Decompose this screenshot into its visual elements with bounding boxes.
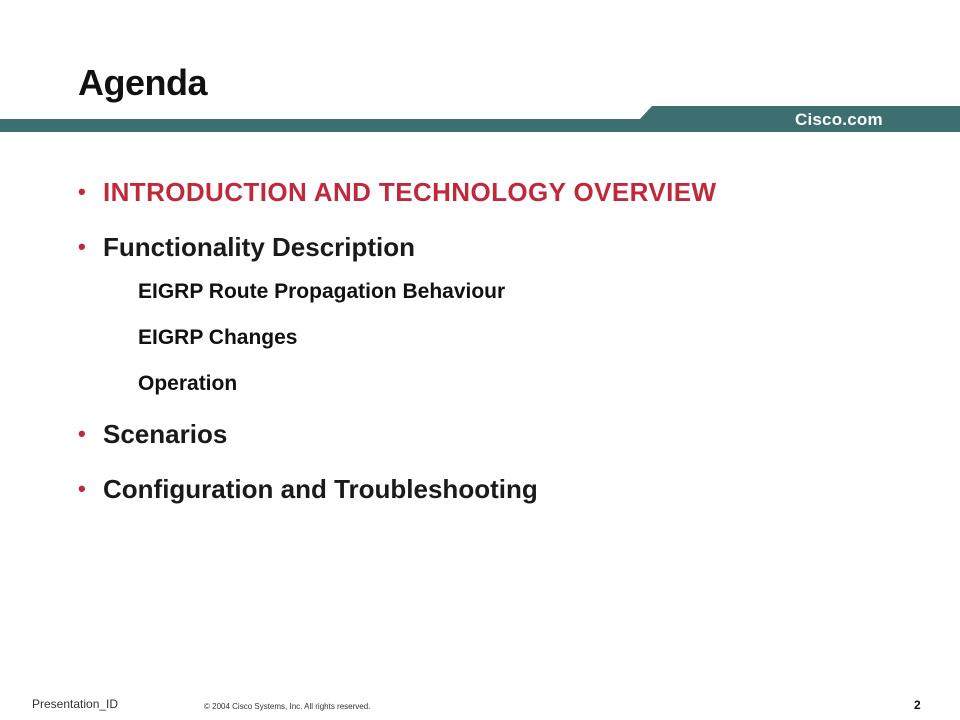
- title-band-thin-bar: [0, 119, 640, 132]
- bullet-icon: •: [78, 234, 86, 259]
- bullet-icon: •: [78, 476, 86, 501]
- agenda-item-introduction: [78, 176, 918, 208]
- agenda-subitem: EIGRP Changes: [138, 326, 298, 349]
- agenda-item-label: INTRODUCTION AND TECHNOLOGY OVERVIEW: [103, 177, 717, 207]
- agenda-subitem: EIGRP Route Propagation Behaviour: [138, 280, 506, 303]
- bullet-icon: •: [78, 179, 87, 204]
- agenda-item-label: Functionality Description: [103, 232, 416, 262]
- agenda-item-label: Scenarios: [103, 419, 228, 449]
- agenda-item-label: Configuration and Troubleshooting: [103, 474, 538, 504]
- brand-label: Cisco.com: [795, 110, 883, 129]
- agenda-subitem: Operation: [138, 372, 238, 395]
- agenda-sub-list: [138, 279, 918, 397]
- agenda-item-configuration: [78, 473, 918, 505]
- page-number: 2: [914, 698, 921, 712]
- footer-presentation-id: Presentation_ID: [32, 697, 119, 711]
- agenda-item-functionality: [78, 231, 918, 397]
- agenda-list: [78, 176, 918, 528]
- agenda-item-scenarios: [78, 418, 918, 450]
- footer-copyright: © 2004 Cisco Systems, Inc. All rights reserved.: [204, 702, 371, 711]
- bullet-icon: •: [78, 421, 86, 446]
- slide-title: Agenda: [78, 62, 208, 103]
